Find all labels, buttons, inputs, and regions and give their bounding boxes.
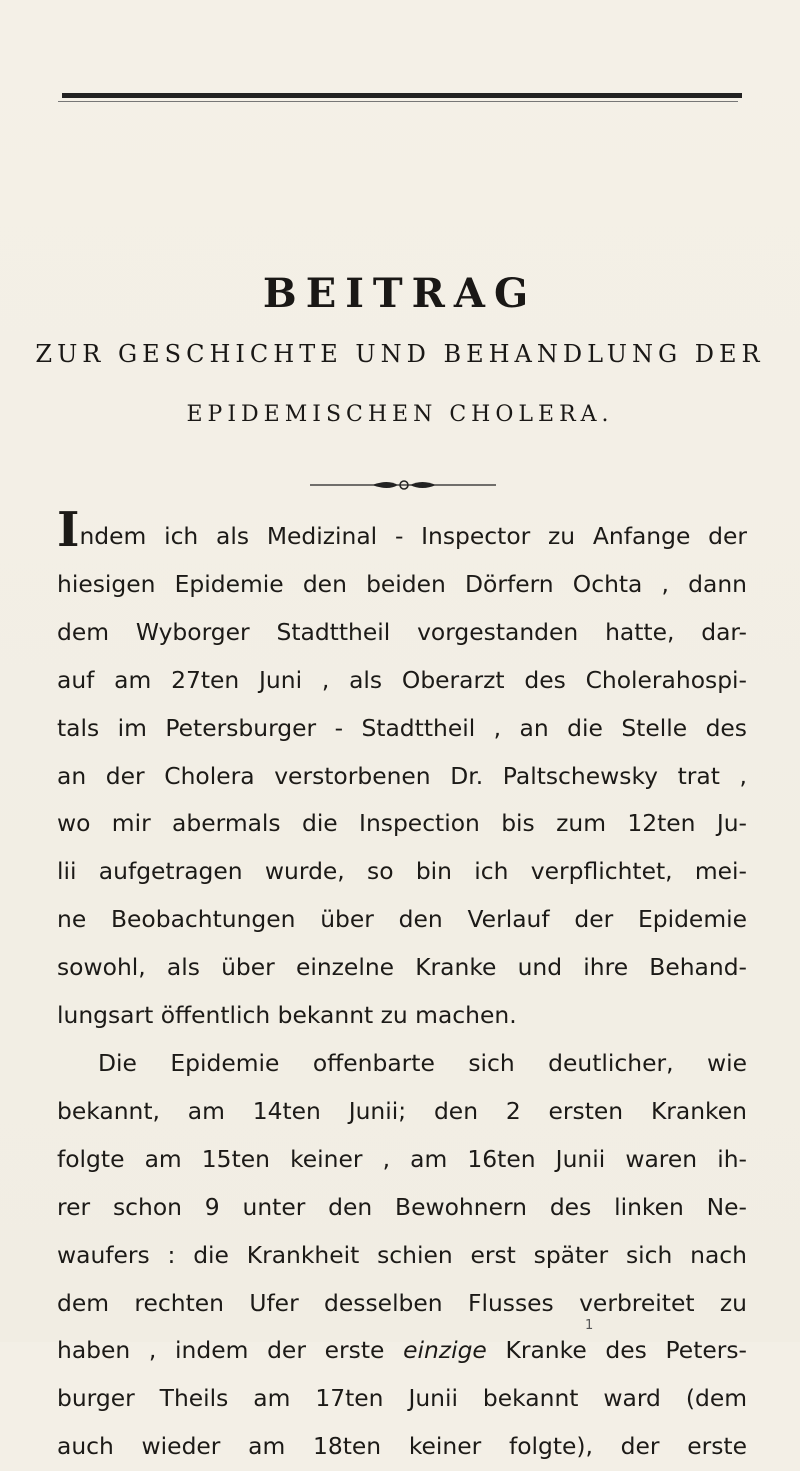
paragraph-2 xyxy=(57,1040,747,1471)
subtitle-line-1: ZUR GESCHICHTE UND BEHANDLUNG DER xyxy=(35,340,765,368)
text-line: sowohl, als über einzelne Kranke und ihre Behand- xyxy=(57,953,747,982)
text-line: hiesigen Epidemie den beiden Dörfern Ochta , dann xyxy=(57,569,747,598)
ornament-divider-icon xyxy=(310,478,496,492)
text-line: dem rechten Ufer desselben Flusses verbreitet zu xyxy=(57,1288,747,1317)
text-line: tals im Petersburger - Stadttheil , an die Stelle des xyxy=(57,713,747,742)
text-line: folgte am 15ten keiner , am 16ten Junii waren ih- xyxy=(57,1144,747,1173)
text-line: burger Theils am 17ten Junii bekannt ward (dem xyxy=(57,1384,747,1413)
text-line: Die Epidemie offenbarte sich deutlicher, wie xyxy=(98,1048,747,1077)
text-line: lii aufgetragen wurde, so bin ich verpflichtet, mei- xyxy=(57,857,747,886)
text-line: auch wieder am 18ten keiner folgte), der erste xyxy=(57,1432,747,1461)
text-line xyxy=(57,1327,747,1375)
text-line: an der Cholera verstorbenen Dr. Paltschewsky trat , xyxy=(57,761,747,790)
top-rule xyxy=(62,93,742,98)
text-line: lungsart öffentlich bekannt zu machen. xyxy=(57,1001,517,1030)
drop-cap: I xyxy=(57,502,80,558)
text-fragment: Kranke des Peters- xyxy=(486,1336,747,1365)
text-line: waufers : die Krankheit schien erst später sich nach xyxy=(57,1240,747,1269)
page-title: BEITRAG xyxy=(262,270,538,317)
text-line-content: ndem ich als Medizinal - Inspector zu Anfange der xyxy=(79,522,747,550)
text-line: bekannt, am 14ten Junii; den 2 ersten Kranken xyxy=(57,1096,747,1125)
text-line: wo mir abermals die Inspection bis zum 12ten Ju- xyxy=(57,809,747,838)
body-text xyxy=(57,502,747,1471)
top-rule-thin xyxy=(58,101,738,102)
text-line xyxy=(57,502,747,561)
paragraph-1 xyxy=(57,502,747,1040)
text-fragment: haben , indem der erste xyxy=(57,1336,404,1365)
text-line: auf am 27ten Juni , als Oberarzt des Cholerahospi- xyxy=(57,665,747,694)
subtitle-line-2: EPIDEMISCHEN CHOLERA. xyxy=(186,402,614,427)
text-line: dem Wyborger Stadttheil vorgestanden hatte, dar- xyxy=(57,617,747,646)
signature-mark: 1 xyxy=(585,1318,594,1333)
text-line: ne Beobachtungen über den Verlauf der Epidemie xyxy=(57,905,747,934)
text-line: rer schon 9 unter den Bewohnern des linken Ne- xyxy=(57,1192,747,1221)
italic-word: einzige xyxy=(403,1336,487,1365)
